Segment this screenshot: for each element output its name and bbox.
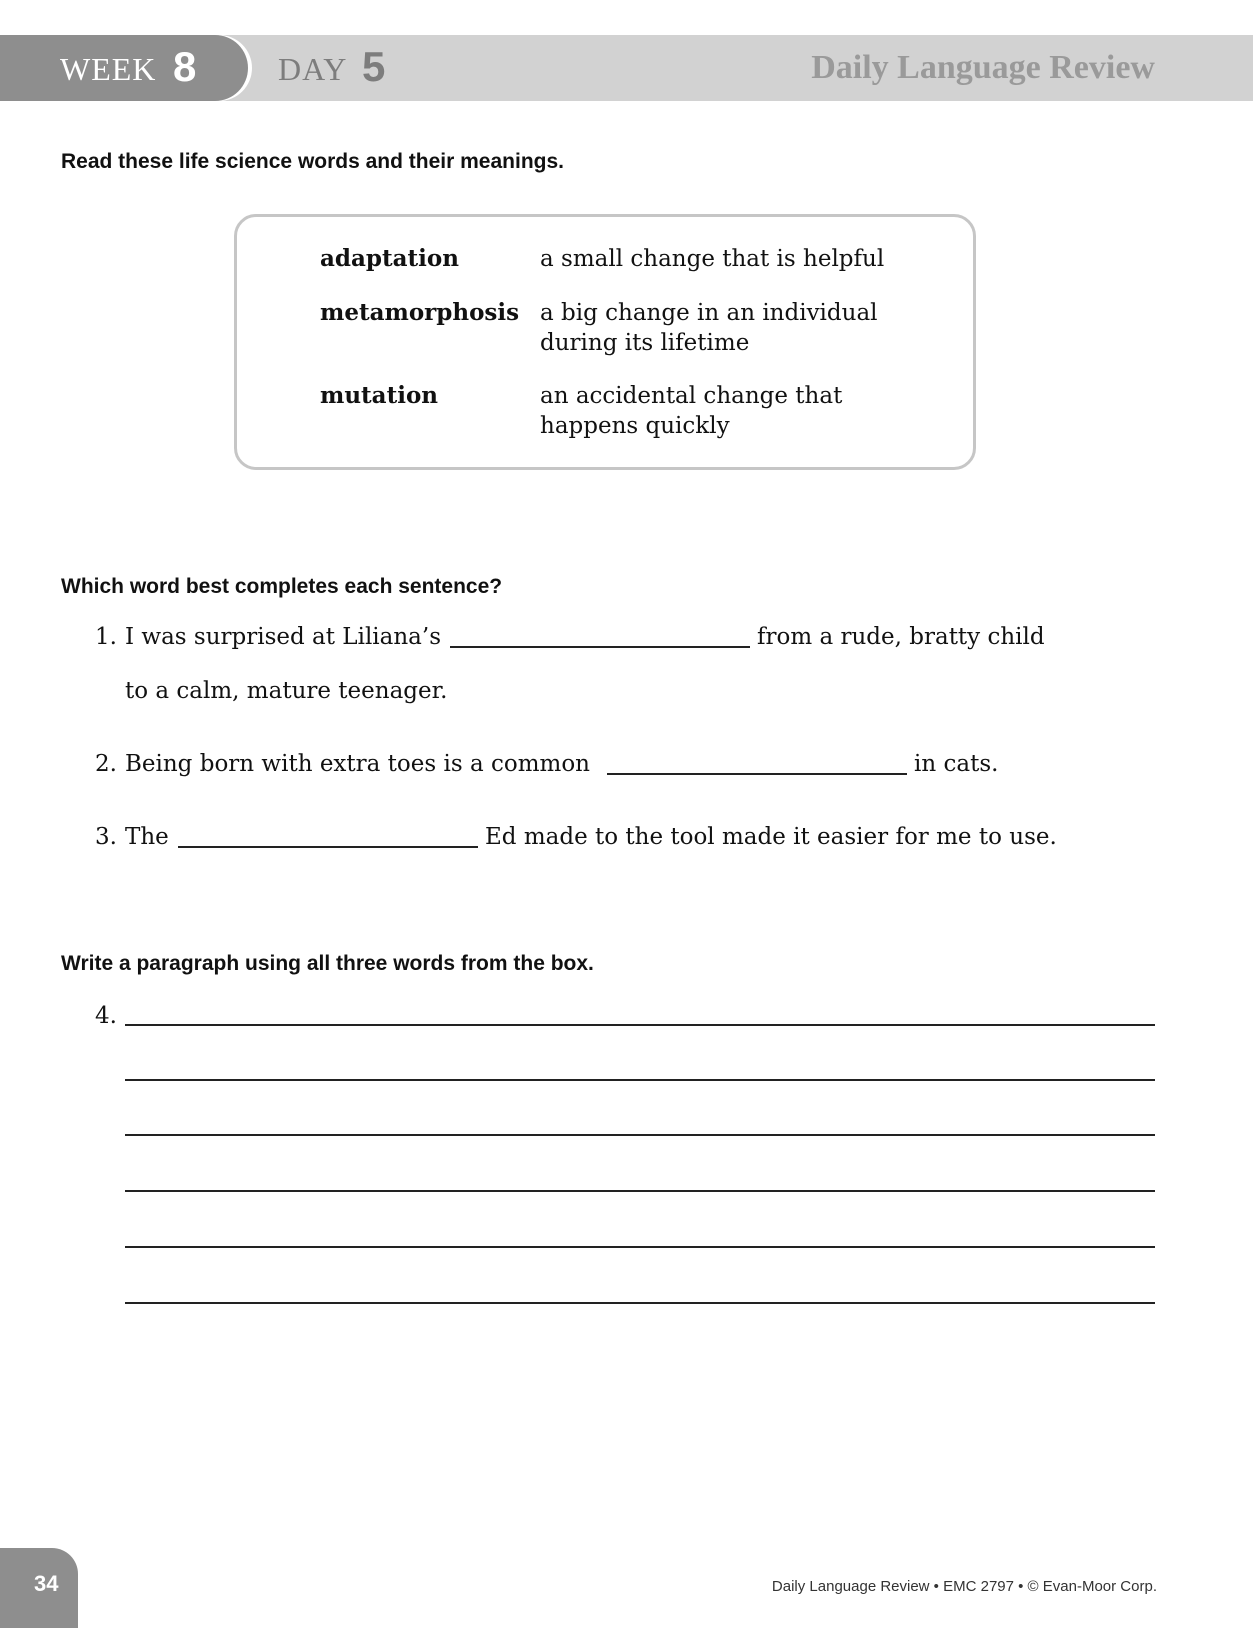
week-number: 8 [173,43,197,90]
vocab-definition: a small change that is helpful [540,246,885,272]
sentence-text: Being born with extra toes is a common [125,751,590,777]
sentence-text: Ed made to the tool made it easier for me to use. [485,824,1057,850]
week-label: WEEK [60,51,157,87]
footer-credit: Daily Language Review • EMC 2797 • © Evan-Moor Corp. [771,1578,1157,1595]
sentence-text: from a rude, bratty child [757,624,1045,650]
page-number: 34 [34,1571,59,1596]
vocab-definition: a big change in an individual during its lifetime [540,300,878,356]
vocab-term: mutation [320,382,439,409]
day-number: 5 [362,43,386,90]
instruction-write-paragraph: Write a paragraph using all three words from the box. [61,952,594,975]
writing-line[interactable] [125,1134,1155,1136]
item-number: 1. [95,624,117,650]
item-number: 2. [95,751,117,777]
sentence-text: to a calm, mature teenager. [125,678,448,704]
writing-line[interactable] [125,1190,1155,1192]
sentence-text: The [125,824,169,850]
day-label: DAY [278,51,348,87]
answer-blank-3[interactable] [178,846,478,848]
writing-line[interactable] [125,1246,1155,1248]
writing-line[interactable] [125,1302,1155,1304]
series-title: Daily Language Review [811,49,1155,86]
answer-blank-2[interactable] [607,773,907,775]
instruction-read-words: Read these life science words and their meanings. [61,150,564,173]
item-number: 4. [95,1003,117,1029]
instruction-complete-sentence: Which word best completes each sentence? [61,575,503,598]
vocab-term: adaptation [320,245,459,272]
answer-blank-1[interactable] [450,646,750,648]
writing-line[interactable] [125,1024,1155,1026]
item-number: 3. [95,824,117,850]
writing-line[interactable] [125,1079,1155,1081]
sentence-text: in cats. [914,751,999,777]
vocab-term: metamorphosis [320,299,520,326]
sentence-text: I was surprised at Liliana’s [125,624,442,650]
vocab-definition: an accidental change that happens quickly [540,383,843,439]
